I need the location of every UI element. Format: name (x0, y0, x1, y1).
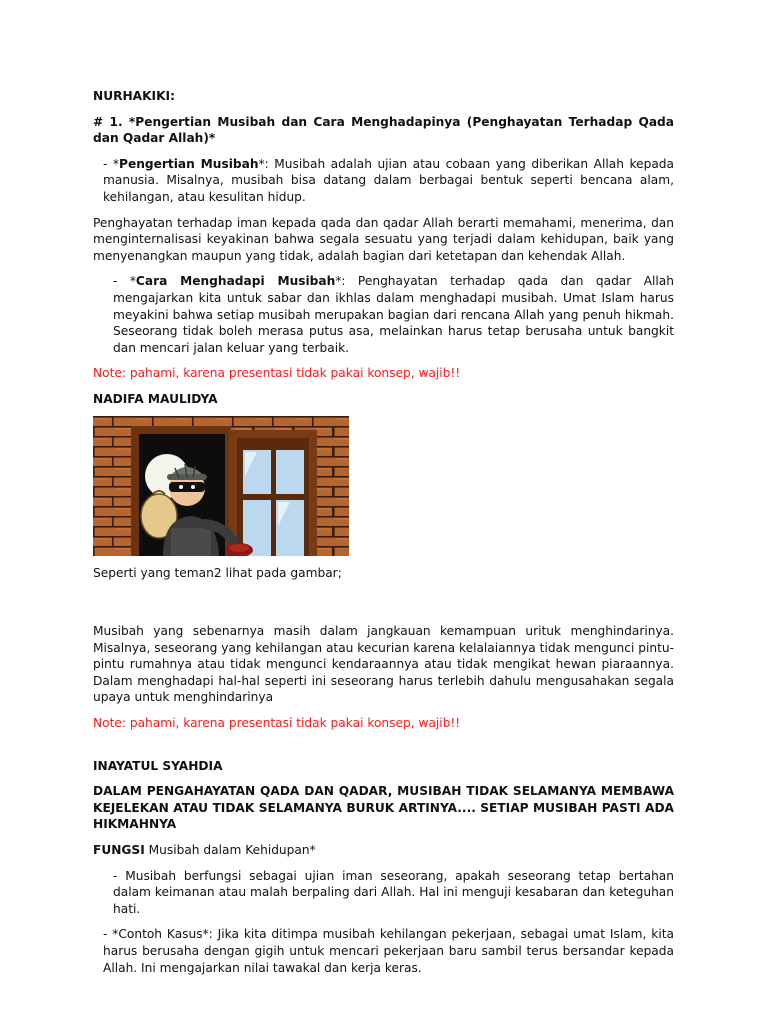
document-body (93, 88, 674, 976)
thief-window-illustration (93, 416, 349, 556)
cara-text: *: Penghayatan terhadap qada dan qadar Allah mengajarkan kita untuk sabar dan ikhlas dalam menghadapi musibah. Umat Islam harus meyakini bahwa setiap musibah merupakan bagian dari rencana Allah yang penuh hikmah. Seseorang tidak boleh merasa putus asa, melainkan harus tetap berusaha untuk bangkit dan mencari jalan keluar yang terbaik. (113, 274, 675, 355)
note-1: Note: pahami, karena presentasi tidak pakai konsep, wajib!! (93, 366, 461, 381)
cara-paragraph (93, 273, 674, 356)
section-heading-3: DALAM PENGAHAYATAN QADA DAN QADAR, MUSIBAH TIDAK SELAMANYA MEMBAWA KEJELEKAN ATAU TIDAK SELAMANYA BURUK ARTINYA.... SETIAP MUSIBAH PASTI ADA HIKMAHNYA (93, 784, 674, 832)
definition-prefix: - * (103, 156, 120, 171)
fungsi-label: FUNGSI (93, 843, 145, 858)
section-heading-1: # 1. *Pengertian Musibah dan Cara Menghadapinya (Penghayatan Terhadap Qada dan Qadar Allah)* (93, 114, 674, 146)
author-inayatul: INAYATUL SYAHDIA (93, 758, 223, 773)
author-nadifa: NADIFA MAULIDYA (93, 391, 218, 406)
musibah-paragraph: Musibah yang sebenarnya masih dalam jangkauan kemampuan urituk menghindarinya. Misalnya, seseorang yang kehilangan atau kecurian karena kelalaiannya tidak mengunci pintu-pintu rumahnya atau tidak mengunci kendaraannya atau tidak mengikat hewan piaraannya. Dalam menghadapi hal-hal seperti ini seseorang harus terlebih dahulu mengusahakan segala upaya untuk menghindarinya (93, 624, 674, 705)
fungsi-text: Musibah dalam Kehidupan* (144, 843, 316, 858)
definition-text: *: Musibah adalah ujian atau cobaan yang diberikan Allah kepada manusia. Misalnya, musibah bisa datang dalam berbagai bentuk seperti bencana alam, kehilangan, atau kesulitan hidup. (103, 156, 674, 204)
note-2: Note: pahami, karena presentasi tidak pakai konsep, wajib!! (93, 716, 461, 731)
definition-paragraph (93, 156, 674, 206)
blank-space (93, 581, 674, 614)
fungsi-bullet-2: - *Contoh Kasus*: Jika kita ditimpa musibah kehilangan pekerjaan, sebagai umat Islam, kita harus berusaha dengan gigih untuk mencari pekerjaan baru sambil terus bersandar kepada Allah. Ini mengajarkan nilai tawakal dan kerja keras. (103, 927, 674, 975)
fungsi-bullet-1: - Musibah berfungsi sebagai ujian iman seseorang, apakah seseorang tetap bertahan dalam keimanan atau malah berpaling dari Allah. Hal ini menguji kesabaran dan keteguhan hati. (113, 868, 674, 916)
definition-label: Pengertian Musibah (119, 156, 259, 171)
fungsi-line (93, 842, 674, 859)
author-nurhakiki: NURHAKIKI: (93, 89, 175, 103)
penghayatan-paragraph: Penghayatan terhadap iman kepada qada dan qadar Allah berarti memahami, menerima, dan menginternalisasi keyakinan bahwa segala sesuatu yang terjadi dalam kehidupan, baik yang menyenangkan maupun yang tidak, adalah bagian dari ketetapan dan kehendak Allah. (93, 215, 674, 263)
image-caption: Seperti yang teman2 lihat pada gambar; (93, 565, 342, 580)
blank-space (93, 732, 674, 758)
cara-prefix: - * (113, 274, 136, 289)
cara-label: Cara Menghadapi Musibah (135, 274, 336, 289)
